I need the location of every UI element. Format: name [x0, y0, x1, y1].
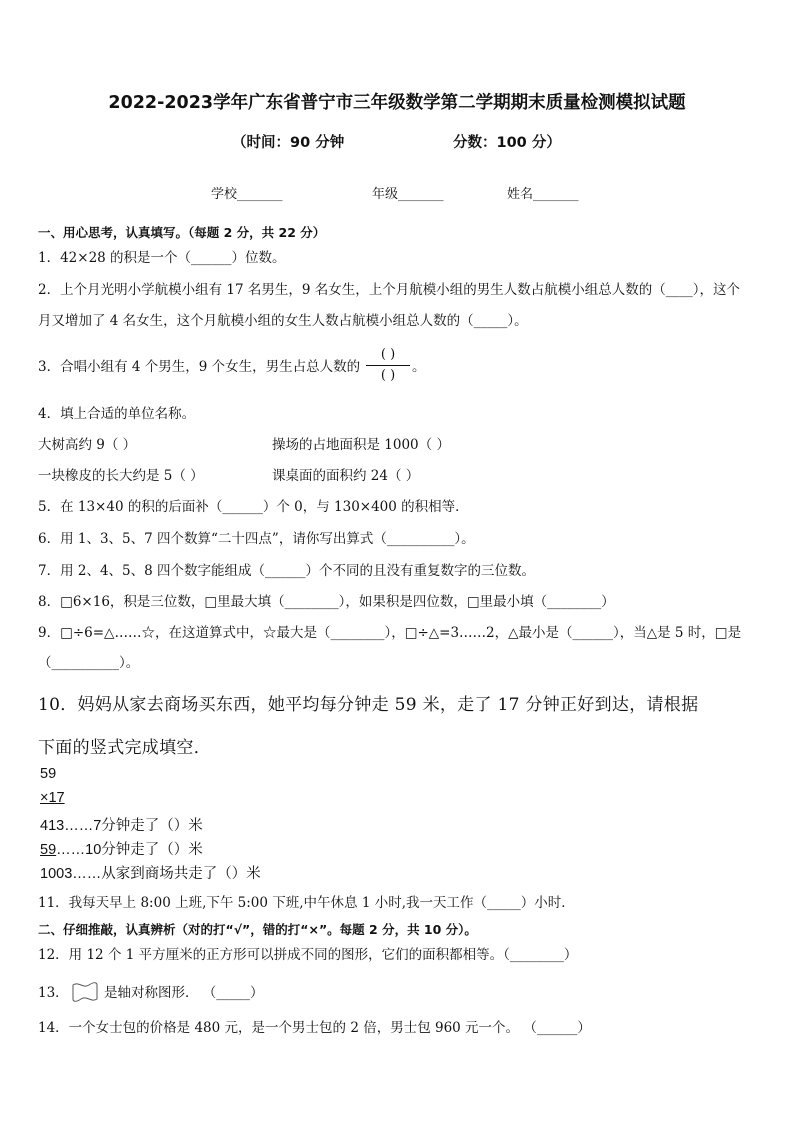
question-10-line-1: 10．妈妈从家去商场买东西，她平均每分钟走 59 米，走了 17 分钟正好到达，请根据 — [38, 695, 699, 715]
question-9-line-2: （__________）。 — [38, 655, 140, 671]
total-score: 分数：100 分） — [453, 135, 561, 151]
question-9-line-1: 9．□÷6=△……☆，在这道算式中，☆最大是（________），□÷△=3……2，△最小是（______），当△是 5 时，□是 — [38, 625, 742, 641]
question-4-item-d: 课桌面的面积约 24（ ） — [272, 468, 420, 484]
question-4-item-c: 一块橡皮的长大约是 5（ ） — [38, 468, 204, 484]
question-4-item-a: 大树高约 9（ ） — [38, 437, 137, 453]
question-2-line-2: 月又增加了 4 名女生，这个月航模小组的女生人数占航模小组总人数的（_____）。 — [38, 313, 528, 329]
fraction-denominator: ( ) — [380, 368, 396, 383]
question-14: 14．一个女士包的价格是 480 元，是一个男士包的 2 倍，男士包 960 元一个。 （______） — [38, 1020, 591, 1036]
calc-line-4 — [40, 838, 203, 859]
question-8: 8．□6×16，积是三位数，□里最大填（________），如果积是四位数，□里最小填（________） — [38, 594, 615, 610]
question-3: 3．合唱小组有 4 个男生，9 个女生，男生占总人数的 — [38, 359, 361, 375]
question-4-heading: 4．填上合适的单位名称。 — [38, 406, 196, 422]
question-5: 5．在 13×40 的积的后面补（______）个 0，与 130×400 的积相等． — [38, 499, 469, 515]
grade-field[interactable]: 年级_______ — [372, 187, 444, 202]
question-6: 6．用 1、3、5、7 四个数算“二十四点”，请你写出算式（__________）。 — [38, 531, 475, 547]
school-field[interactable]: 学校_______ — [211, 187, 283, 202]
fraction-numerator: ( ) — [366, 345, 410, 366]
question-1: 1．42×28 的积是一个（______）位数。 — [38, 250, 286, 266]
calc-line-2: ×17 — [40, 790, 65, 806]
question-4-item-b: 操场的占地面积是 1000（ ） — [272, 437, 450, 453]
name-field[interactable]: 姓名_______ — [507, 187, 579, 202]
question-2-line-1: 2．上个月光明小学航模小组有 17 名男生，9 名女生，上个月航模小组的男生人数占航模小组总人数的（____），这个 — [38, 282, 740, 298]
question-3-end: 。 — [412, 359, 426, 375]
question-13-number: 13． — [38, 985, 69, 1001]
section-2-heading: 二、仔细推敲，认真辨析（对的打“√”，错的打“×”。每题 2 分，共 10 分）。 — [38, 922, 477, 937]
question-12: 12．用 12 个 1 平方厘米的正方形可以拼成不同的图形，它们的面积都相等。（________） — [38, 947, 578, 963]
question-7: 7．用 2、4、5、8 四个数字能组成（______）个不同的且没有重复数字的三位数。 — [38, 563, 536, 579]
calc-line-4-number: 59 — [40, 842, 57, 858]
page-title: 2022-2023学年广东省普宁市三年级数学第二学期期末质量检测模拟试题 — [108, 93, 686, 113]
section-1-heading: 一、用心思考，认真填写。（每题 2 分，共 22 分） — [38, 225, 326, 240]
calc-line-4-text: ……10分钟走了（）米 — [56, 842, 203, 858]
question-13-text: 是轴对称图形． （_____） — [104, 985, 264, 1001]
wave-flag-icon — [70, 981, 100, 1003]
question-11: 11．我每天早上 8:00 上班,下午 5:00 下班,中午休息 1 小时,我一天工作（_____）小时． — [38, 895, 575, 911]
question-10-line-2: 下面的竖式完成填空． — [38, 738, 211, 758]
question-3-fraction — [366, 345, 410, 386]
calc-line-1: 59 — [40, 766, 57, 782]
time-limit: （时间：90 分钟 — [232, 135, 345, 151]
calc-line-3: 413……7分钟走了（）米 — [40, 818, 203, 834]
calc-line-5: 1003……从家到商场共走了（）米 — [40, 866, 261, 882]
